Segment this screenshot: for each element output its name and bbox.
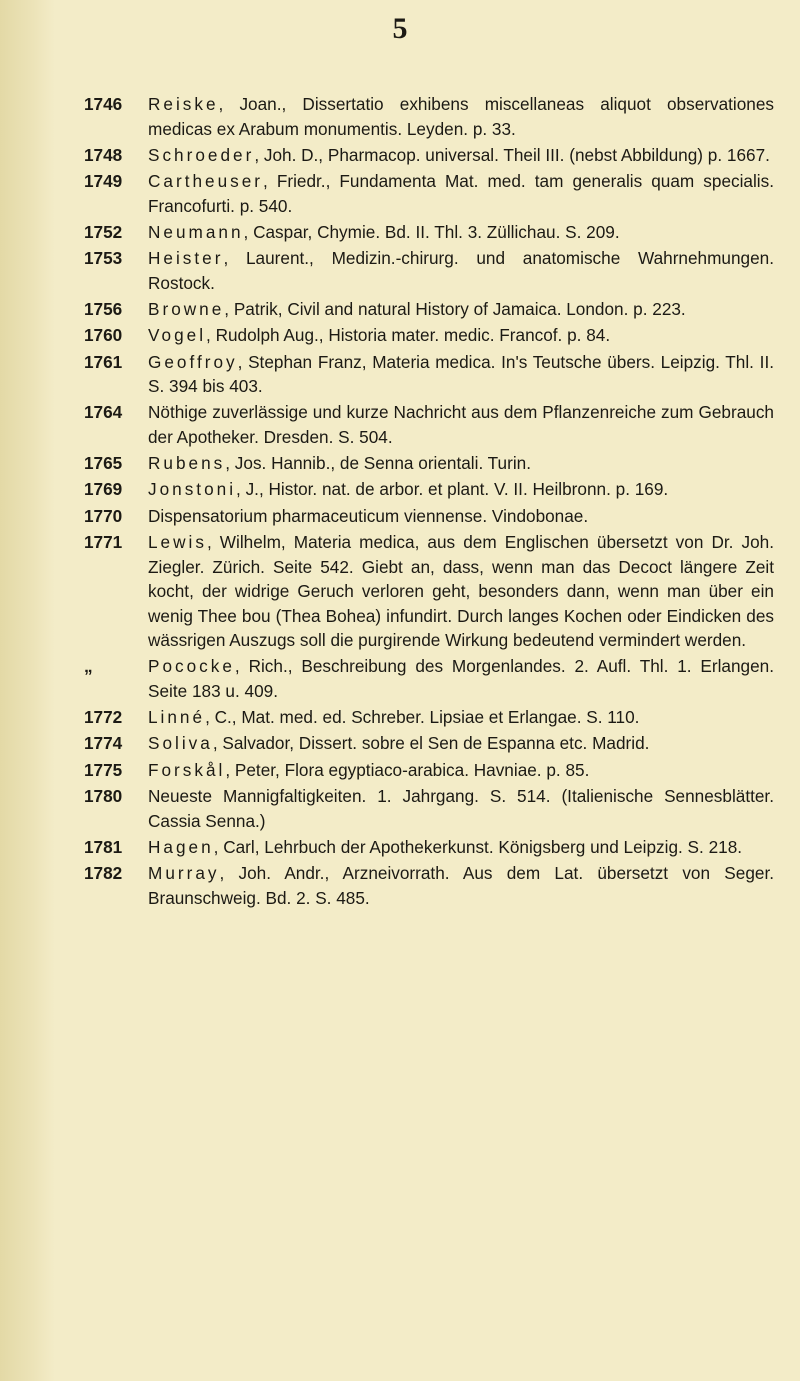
- entry-text: , Joh. D., Pharmacop. universal. Theil III. (nebst Abbildung) p. 1667.: [254, 144, 770, 165]
- entry-year: 1752: [84, 221, 123, 242]
- bibliography-entry: [84, 451, 774, 476]
- bibliography-entry: [84, 758, 774, 783]
- entry-text: , C., Mat. med. ed. Schreber. Lipsiae et Erlangae. S. 110.: [205, 707, 640, 728]
- entry-author: Neumann: [148, 221, 244, 242]
- entry-text: , Jos. Hannib., de Senna orientali. Turin.: [225, 453, 531, 474]
- entry-text: , Rudolph Aug., Historia mater. medic. Francof. p. 84.: [206, 325, 611, 346]
- entry-year: 1775: [84, 759, 123, 780]
- entry-text: , Wilhelm, Materia medica, aus dem Englischen übersetzt von Dr. Joh. Ziegler. Zürich. Seite 542. Giebt an, dass, wenn man das Decoct längere Zeit kocht, der widrige Geruch verloren geht, besonders dann, wenn man über ein wenig Thee bou (Thea Bohea) infundirt. Durch langes Kochen oder Eindicken des wässrigen Auszugs soll die purgirende Wirkung bedeutend vermindert werden.: [148, 532, 774, 651]
- bibliography-entry: [84, 169, 774, 218]
- entry-year: 1769: [84, 479, 123, 500]
- bibliography-entry: [84, 504, 774, 529]
- entry-year: 1771: [84, 532, 123, 553]
- entry-year: 1756: [84, 298, 123, 319]
- entry-text: , Joh. Andr., Arzneivorrath. Aus dem Lat. übersetzt von Seger. Braunschweig. Bd. 2. S. 485.: [148, 863, 774, 908]
- entry-author: Rubens: [148, 453, 226, 474]
- entry-author: Murray: [148, 863, 220, 884]
- bibliography-entry: [84, 477, 774, 502]
- entry-text: , Rich., Beschreibung des Morgenlandes. 2. Aufl. Thl. 1. Erlangen. Seite 183 u. 409.: [148, 656, 774, 701]
- bibliography-entry: [84, 297, 774, 322]
- entry-year: 1770: [84, 505, 123, 526]
- entry-text: , Friedr., Fundamenta Mat. med. tam generalis quam specialis. Francofurti. p. 540.: [148, 171, 774, 216]
- entry-year: 1765: [84, 453, 123, 474]
- bibliography-entry: [84, 246, 774, 295]
- entry-author: Linné: [148, 707, 206, 728]
- entry-author: Forskål: [148, 759, 226, 780]
- bibliography-entry: [84, 350, 774, 399]
- entry-text: Neueste Mannigfaltigkeiten. 1. Jahrgang. S. 514. (Italienische Sennesblätter. Cassia Senna.): [148, 786, 774, 831]
- entry-year: 1781: [84, 836, 123, 857]
- entry-year: „: [84, 656, 93, 677]
- entry-year: 1746: [84, 94, 123, 114]
- entry-text: , J., Histor. nat. de arbor. et plant. V. II. Heilbronn. p. 169.: [236, 479, 669, 500]
- entry-author: Schroeder: [148, 144, 255, 165]
- entry-text: Dispensatorium pharmaceuticum viennense. Vindobonae.: [148, 505, 589, 526]
- bibliography-entry: [84, 92, 774, 141]
- entry-author: Soliva: [148, 733, 213, 754]
- entry-text: Nöthige zuverlässige und kurze Nachricht aus dem Pflanzenreiche zum Gebrauch der Apotheker. Dresden. S. 504.: [148, 402, 774, 447]
- entry-text: , Caspar, Chymie. Bd. II. Thl. 3. Züllichau. S. 209.: [243, 221, 620, 242]
- entry-text: , Stephan Franz, Materia medica. In's Teutsche übers. Leipzig. Thl. II. S. 394 bis 403.: [148, 351, 774, 397]
- entry-year: 1782: [84, 863, 123, 884]
- bibliography-entry: [84, 400, 774, 449]
- entry-author: Pococke: [148, 656, 235, 677]
- bibliography-entry: [84, 835, 774, 860]
- entry-author: Heister: [148, 248, 224, 269]
- entry-year: 1772: [84, 707, 123, 728]
- bibliography-entry: [84, 654, 774, 703]
- entry-year: 1780: [84, 786, 123, 807]
- bibliography-entry: [84, 784, 774, 833]
- bibliography-entry: [84, 861, 774, 910]
- entry-year: 1764: [84, 402, 123, 423]
- entry-year: 1760: [84, 325, 123, 346]
- page-number: 5: [392, 12, 408, 45]
- entry-text: , Peter, Flora egyptiaco-arabica. Havniae. p. 85.: [225, 759, 590, 780]
- entry-text: , Carl, Lehrbuch der Apothekerkunst. Königsberg und Leipzig. S. 218.: [213, 836, 743, 857]
- entry-year: 1761: [84, 351, 123, 372]
- bibliography-entry: [84, 323, 774, 348]
- bibliography-entry: [84, 220, 774, 245]
- entry-year: 1774: [84, 733, 123, 754]
- entry-text: , Salvador, Dissert. sobre el Sen de Espanna etc. Madrid.: [212, 733, 650, 754]
- entry-author: Vogel: [148, 325, 207, 346]
- entry-author: Geoffroy: [148, 351, 238, 372]
- entry-text: , Joan., Dissertatio exhibens miscellaneas aliquot observationes medicas ex Arabum monumentis. Leyden. p. 33.: [148, 94, 774, 139]
- entry-text: , Laurent., Medizin.-chirurg. und anatomische Wahrnehmungen. Rostock.: [148, 248, 774, 293]
- bibliography-entry: [84, 705, 774, 730]
- entry-year: 1753: [84, 248, 123, 269]
- bibliography-list: [84, 92, 774, 912]
- entry-author: Browne: [148, 298, 225, 319]
- page-edge-shadow: [0, 0, 55, 1381]
- bibliography-entry: [84, 530, 774, 653]
- bibliography-entry: [84, 143, 774, 168]
- entry-author: Lewis: [148, 532, 207, 553]
- bibliography-entry: [84, 731, 774, 756]
- entry-author: Hagen: [148, 836, 214, 857]
- entry-author: Reiske: [148, 94, 219, 114]
- entry-text: , Patrik, Civil and natural History of Jamaica. London. p. 223.: [224, 298, 686, 319]
- entry-year: 1748: [84, 144, 123, 165]
- entry-author: Jonstoni: [148, 479, 237, 500]
- entry-author: Cartheuser: [148, 171, 264, 192]
- entry-year: 1749: [84, 171, 123, 192]
